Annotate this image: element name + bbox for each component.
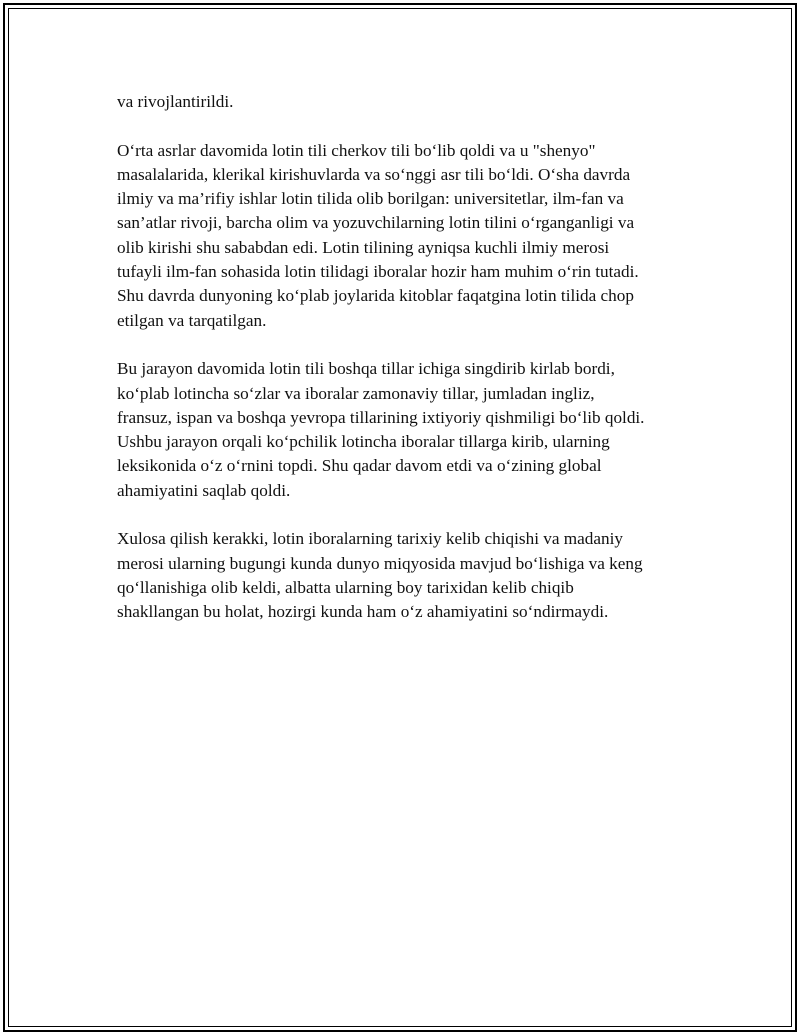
text-line: Ushbu jarayon orqali ko‘pchilik lotincha iboralar tillarga kirib, ularning bbox=[117, 432, 610, 452]
text-line: Bu jarayon davomida lotin tili boshqa tillar ichiga singdirib kirlab bordi, bbox=[117, 359, 615, 379]
text-line: Xulosa qilish kerakki, lotin iboralarning tarixiy kelib chiqishi va madaniy bbox=[117, 529, 623, 549]
text-line: ahamiyatini saqlab qoldi. bbox=[117, 480, 291, 500]
text-line: olib kirishi shu sababdan edi. Lotin tilining ayniqsa kuchli ilmiy merosi bbox=[117, 237, 610, 257]
paragraph-4 bbox=[117, 527, 693, 624]
document-body bbox=[117, 90, 693, 649]
text-line: leksikonida o‘z o‘rnini topdi. Shu qadar davom etdi va o‘zining global bbox=[117, 456, 602, 476]
text-line: fransuz, ispan va boshqa yevropa tillarining ixtiyoriy qishmiligi bo‘lib qoldi. bbox=[117, 407, 645, 427]
text-line: va rivojlantirildi. bbox=[117, 92, 234, 111]
text-line: masalalarida, klerikal kirishuvlarda va so‘nggi asr tili bo‘ldi. O‘sha davrda bbox=[117, 164, 631, 184]
text-line: O‘rta asrlar davomida lotin tili cherkov tili bo‘lib qoldi va u "shenyo" bbox=[117, 140, 596, 160]
text-line: ilmiy va ma’rifiy ishlar lotin tilida olib borilgan: universitetlar, ilm-fan va bbox=[117, 189, 624, 209]
text-line: merosi ularning bugungi kunda dunyo miqyosida mavjud bo‘lishiga va keng bbox=[117, 553, 643, 573]
text-line: ko‘plab lotincha so‘zlar va iboralar zamonaviy tillar, jumladan ingliz, bbox=[117, 383, 595, 403]
text-line: shakllangan bu holat, hozirgi kunda ham o‘z ahamiyatini so‘ndirmaydi. bbox=[117, 602, 609, 622]
paragraph-2 bbox=[117, 139, 693, 333]
paragraph-1 bbox=[117, 90, 693, 114]
text-line: etilgan va tarqatilgan. bbox=[117, 310, 267, 330]
text-line: Shu davrda dunyoning ko‘plab joylarida kitoblar faqatgina lotin tilida chop bbox=[117, 286, 634, 306]
paragraph-3 bbox=[117, 357, 693, 503]
text-line: tufayli ilm-fan sohasida lotin tilidagi iboralar hozir ham muhim o‘rin tutadi. bbox=[117, 262, 639, 282]
text-line: san’atlar rivoji, barcha olim va yozuvchilarning lotin tilini o‘rganganligi va bbox=[117, 213, 635, 233]
text-line: qo‘llanishiga olib keldi, albatta ularning boy tarixidan kelib chiqib bbox=[117, 577, 574, 597]
